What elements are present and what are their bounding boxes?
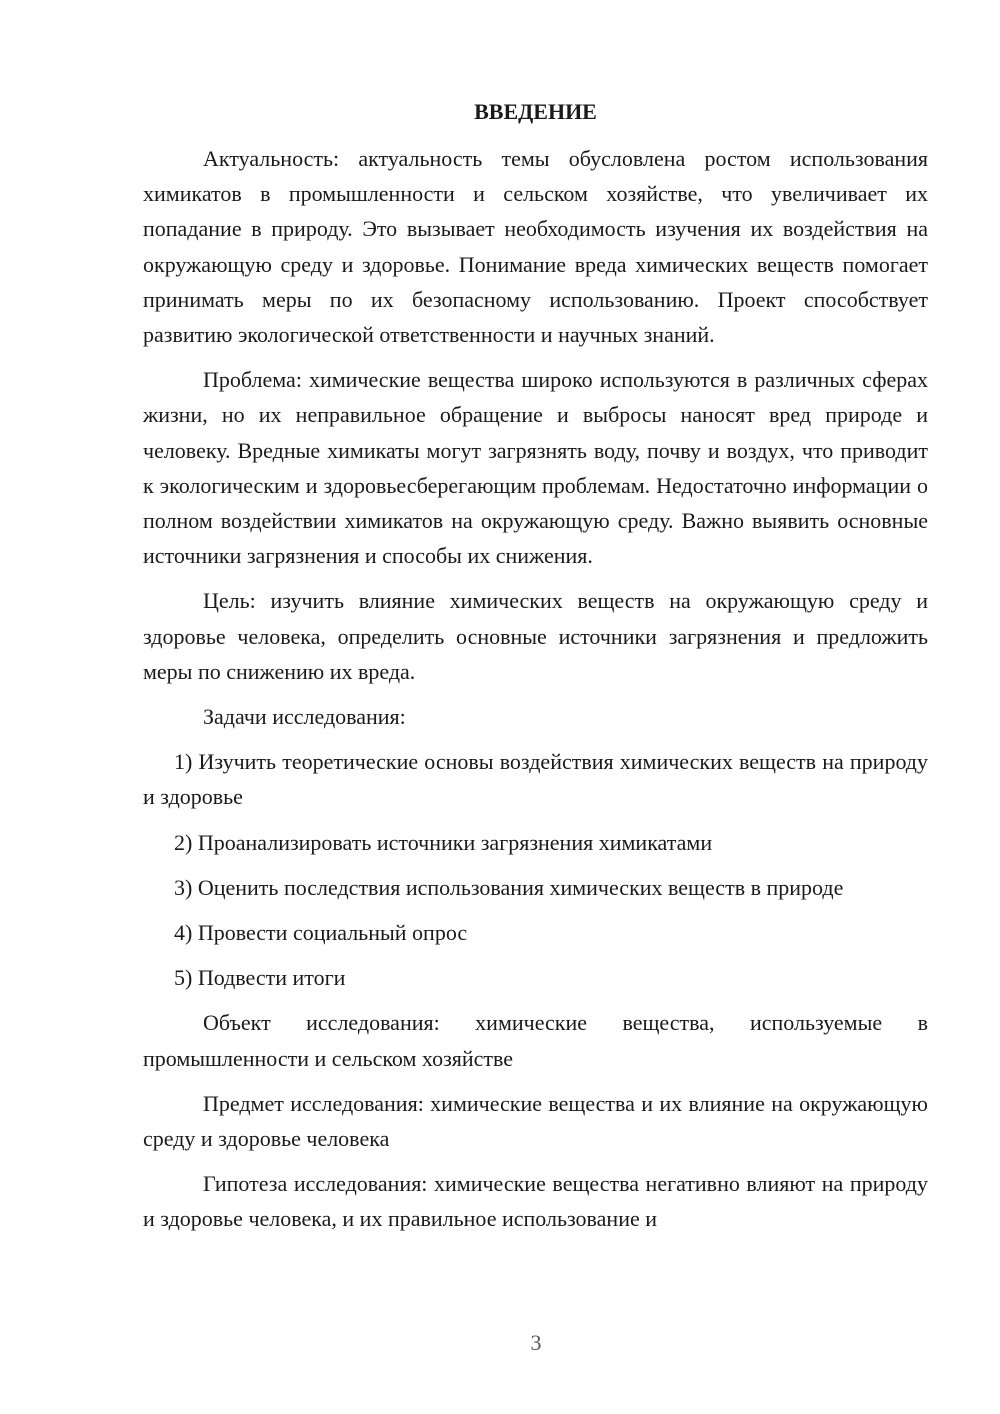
task-item-5: 5) Подвести итоги (174, 965, 346, 991)
document-page (143, 94, 928, 1247)
subject-paragraph: Предмет исследования: химические вещества и их влияние на окружающую среду и здоровье человека (143, 1090, 928, 1152)
document-heading: ВВЕДЕНИЕ (474, 99, 597, 124)
tasks-title: Задачи исследования: (203, 704, 406, 730)
task-item-4: 4) Провести социальный опрос (174, 920, 468, 946)
page-number: 3 (530, 1330, 542, 1355)
object-paragraph: Объект исследования: химические вещества, используемые в промышленности и сельском хозяйстве (143, 1010, 928, 1071)
problem-paragraph: Проблема: химические вещества широко используются в различных сферах жизни, но их неправильное обращение и выбросы наносят вред природе и человеку. Вредные химикаты могут загрязнять воду, почву и воздух, что приводит к экологическим и здоровьесберегающим проблемам. Недостаточно информации о полном воздействии химикатов на окружающую среду. Важно выявить основные источники загрязнения и способы их снижения. (143, 367, 928, 569)
relevance-paragraph: Актуальность: актуальность темы обусловлена ростом использования химикатов в промышленности и сельском хозяйстве, что увеличивает их попадание в природу. Это вызывает необходимость изучения их воздействия на окружающую среду и здоровье. Понимание вреда химических веществ помогает принимать меры по их безопасному использованию. Проект способствует развитию экологической ответственности и научных знаний. (143, 146, 928, 348)
task-item-2: 2) Проанализировать источники загрязнения химикатами (174, 829, 713, 855)
goal-paragraph: Цель: изучить влияние химических веществ на окружающую среду и здоровье человека, определить основные источники загрязнения и предложить меры по снижению их вреда. (143, 588, 928, 684)
hypothesis-paragraph: Гипотеза исследования: химические вещества негативно влияют на природу и здоровье человека, и их правильное использование и (143, 1171, 928, 1232)
task-item-3: 3) Оценить последствия использования химических веществ в природе (174, 874, 844, 900)
task-item-1: 1) Изучить теоретические основы воздействия химических веществ на природу и здоровье (143, 749, 928, 810)
